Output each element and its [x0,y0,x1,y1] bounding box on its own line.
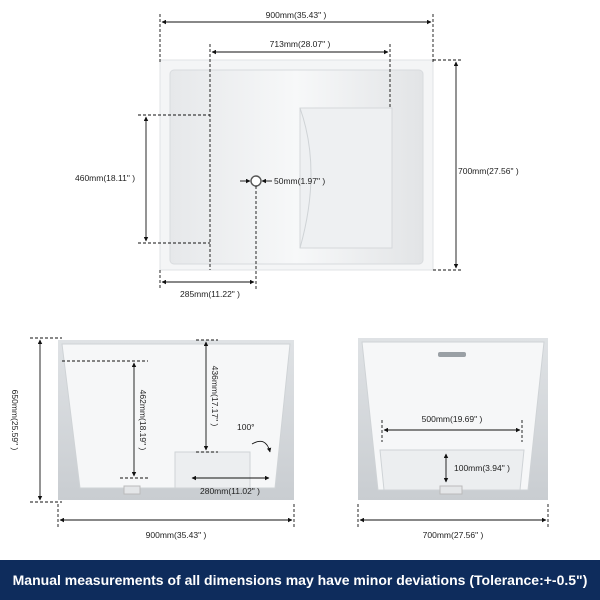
front-seat [175,452,250,488]
side-drain [440,486,462,494]
dim-seat-step: 100mm(3.94" ) [454,463,510,473]
top-view [75,10,519,299]
dim-angle: 100° [237,422,255,432]
drain-icon [251,176,261,186]
dim-overall-width-top: 900mm(35.43" ) [265,10,327,20]
dim-height: 650mm(25.59" ) [10,389,20,451]
dim-inner-depth: 462mm(18.19" ) [138,389,148,451]
dim-drain: 50mm(1.97" ) [274,176,326,186]
dim-seat-depth: 460mm(18.11" ) [75,173,136,183]
dim-inner-width: 713mm(28.07" ) [269,39,331,49]
dim-seat-length: 280mm(11.02" ) [199,486,261,496]
tolerance-note: Manual measurements of all dimensions may have minor deviations (Tolerance:+-0.5") [12,572,588,588]
tolerance-banner [0,560,600,600]
front-drain [124,486,140,494]
dim-width-front: 900mm(35.43" ) [145,530,207,540]
overflow-icon [438,352,466,357]
dim-seat-to-rim: 436mm(17.17" ) [210,365,220,427]
front-view [10,338,294,540]
dim-seat-width: 500mm(19.69" ) [421,414,483,424]
side-view [358,338,548,540]
dim-drain-offset: 285mm(11.22" ) [179,289,241,299]
dim-depth-top: 700mm(27.56" ) [458,166,519,176]
dim-width-side: 700mm(27.56" ) [422,530,484,540]
